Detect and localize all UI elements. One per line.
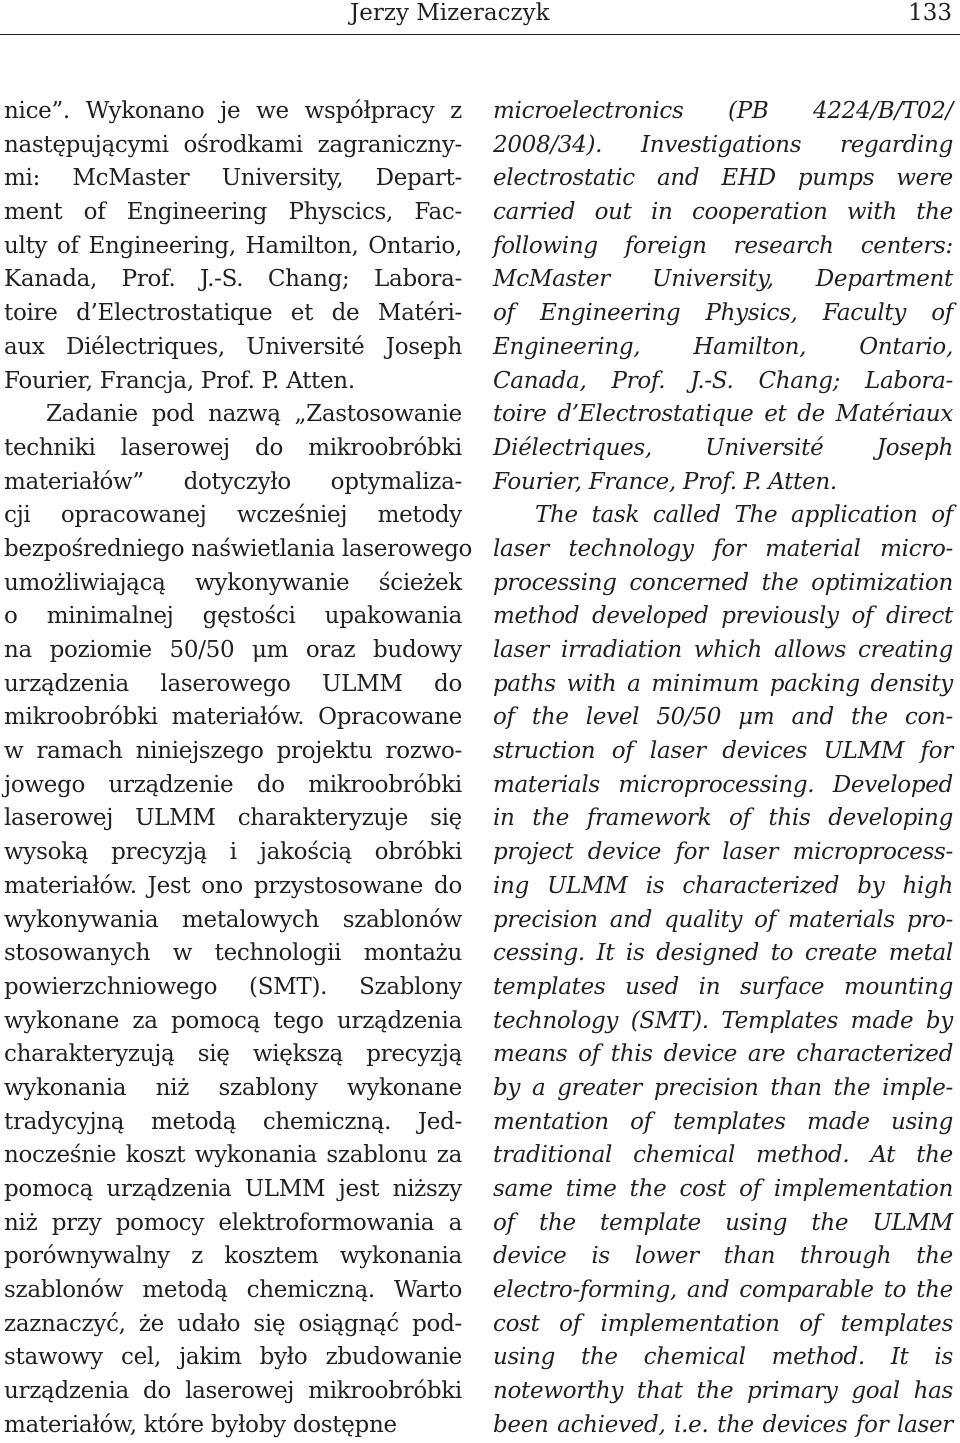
text-line: templates used in surface mounting	[493, 973, 953, 1000]
text-line: microelectronics (PB 4224/B/T02/	[493, 98, 953, 124]
header-rule	[0, 34, 960, 35]
text-line: Diélectriques, Université Joseph	[493, 434, 953, 461]
text-line: nice”. Wykonano je we współpracy z	[4, 98, 462, 124]
text-line: techniki laserowej do mikroobróbki	[4, 434, 462, 461]
english-text-column	[493, 95, 953, 1443]
text-line: laser irradiation which allows creating	[493, 637, 953, 663]
text-line: ing ULMM is characterized by high	[493, 872, 953, 899]
text-line: mikroobróbki materiałów. Opracowane	[4, 704, 462, 731]
text-line: same time the cost of implementation	[493, 1176, 953, 1202]
text-line: of the template using the ULMM	[493, 1209, 953, 1236]
text-line: cost of implementation of templates	[493, 1310, 953, 1337]
text-line: Zadanie pod nazwą „Zastosowanie	[46, 401, 462, 428]
running-header-author: Jerzy Mizeraczyk	[350, 0, 550, 26]
text-line: jowego urządzenie do mikroobróbki	[4, 771, 462, 798]
text-line: following foreign research centers:	[493, 232, 953, 259]
text-line: Fourier, France, Prof. P. Atten.	[493, 468, 837, 495]
text-line: bezpośredniego naświetlania laserowego	[4, 535, 473, 562]
polish-text-column	[4, 95, 473, 1443]
text-line: następującymi ośrodkami zagraniczny-	[4, 131, 462, 158]
text-line: zaznaczyć, że udało się osiągnąć pod-	[4, 1310, 462, 1337]
text-line: electrostatic and EHD pumps were	[493, 165, 953, 192]
text-line: wykonywania metalowych szablonów	[4, 906, 462, 933]
page-number: 133	[908, 0, 952, 26]
text-line: device is lower than through the	[493, 1243, 953, 1270]
text-line: szablonów metodą chemiczną. Warto	[4, 1277, 462, 1304]
text-line: toire d’Electrostatique et de Matéri-	[4, 300, 462, 327]
text-line: using the chemical method. It is	[493, 1344, 953, 1371]
text-line: The task called The application of	[535, 502, 953, 529]
text-line: electro-forming, and comparable to the	[493, 1277, 953, 1304]
text-line: cji opracowanej wcześniej metody	[4, 502, 462, 529]
text-line: mentation of templates made using	[493, 1108, 953, 1135]
running-header	[0, 0, 960, 36]
text-line: materials microprocessing. Developed	[493, 771, 953, 798]
text-line: wykonania niż szablony wykonane	[4, 1074, 462, 1101]
text-line: struction of laser devices ULMM for	[493, 738, 953, 765]
text-line: processing concerned the optimization	[493, 569, 953, 596]
text-line: materiałów” dotyczyło optymaliza-	[4, 468, 462, 495]
text-line: means of this device are characterized	[493, 1041, 953, 1068]
text-line: cessing. It is designed to create metal	[493, 940, 953, 967]
text-line: method developed previously of direct	[493, 603, 953, 630]
text-line: stawowy cel, jakim było zbudowanie	[4, 1344, 462, 1371]
text-line: na poziomie 50/50 μm oraz budowy	[4, 637, 462, 663]
text-line: Kanada, Prof. J.-S. Chang; Labora-	[4, 266, 462, 293]
text-line: urządzenia do laserowej mikroobróbki	[4, 1378, 462, 1405]
text-line: wysoką precyzją i jakością obróbki	[4, 839, 462, 866]
text-line: tradycyjną metodą chemiczną. Jed-	[4, 1108, 462, 1135]
text-line: o minimalnej gęstości upakowania	[4, 603, 462, 630]
text-line: Engineering, Hamilton, Ontario,	[493, 333, 953, 360]
text-line: in the framework of this developing	[493, 805, 953, 832]
text-line: carried out in cooperation with the	[493, 199, 953, 226]
text-line: laser technology for material micro-	[493, 535, 953, 562]
text-line: paths with a minimum packing density	[493, 670, 953, 697]
text-line: traditional chemical method. At the	[493, 1142, 953, 1169]
text-line: materiałów, które byłoby dostępne	[4, 1411, 397, 1438]
text-line: project device for laser microprocess-	[493, 839, 953, 866]
text-line: pomocą urządzenia ULMM jest niższy	[4, 1176, 462, 1202]
text-line: of Engineering Physics, Faculty of	[493, 300, 953, 327]
text-line: aux Diélectriques, Université Joseph	[4, 333, 462, 360]
text-line: noteworthy that the primary goal has	[493, 1378, 953, 1405]
text-line: umożliwiającą wykonywanie ścieżek	[4, 569, 462, 596]
text-line: Fourier, Francja, Prof. P. Atten.	[4, 367, 355, 394]
text-line: porównywalny z kosztem wykonania	[4, 1243, 462, 1270]
text-line: by a greater precision than the imple-	[493, 1074, 953, 1101]
text-line: nocześnie koszt wykonania szablonu za	[4, 1142, 462, 1169]
text-line: been achieved, i.e. the devices for laser	[493, 1411, 953, 1438]
text-line: mi: McMaster University, Depart-	[4, 165, 462, 192]
text-line: 2008/34). Investigations regarding	[493, 131, 953, 158]
text-line: w ramach niniejszego projektu rozwo-	[4, 738, 462, 765]
text-line: urządzenia laserowego ULMM do	[4, 670, 462, 697]
text-line: wykonane za pomocą tego urządzenia	[4, 1007, 462, 1034]
text-line: of the level 50/50 μm and the con-	[493, 704, 953, 731]
text-line: powierzchniowego (SMT). Szablony	[4, 973, 462, 1000]
text-line: stosowanych w technologii montażu	[4, 940, 462, 967]
text-line: toire d’Electrostatique et de Matériaux	[493, 401, 953, 428]
text-line: charakteryzują się większą precyzją	[4, 1041, 462, 1068]
text-line: technology (SMT). Templates made by	[493, 1007, 953, 1034]
text-line: precision and quality of materials pro-	[493, 906, 953, 933]
text-line: Canada, Prof. J.-S. Chang; Labora-	[493, 367, 953, 394]
text-line: niż przy pomocy elektroformowania a	[4, 1209, 462, 1236]
text-line: ulty of Engineering, Hamilton, Ontario,	[4, 232, 462, 259]
text-line: laserowej ULMM charakteryzuje się	[4, 805, 462, 832]
text-line: McMaster University, Department	[493, 266, 953, 293]
text-line: ment of Engineering Physcics, Fac-	[4, 199, 462, 226]
text-line: materiałów. Jest ono przystosowane do	[4, 872, 462, 899]
